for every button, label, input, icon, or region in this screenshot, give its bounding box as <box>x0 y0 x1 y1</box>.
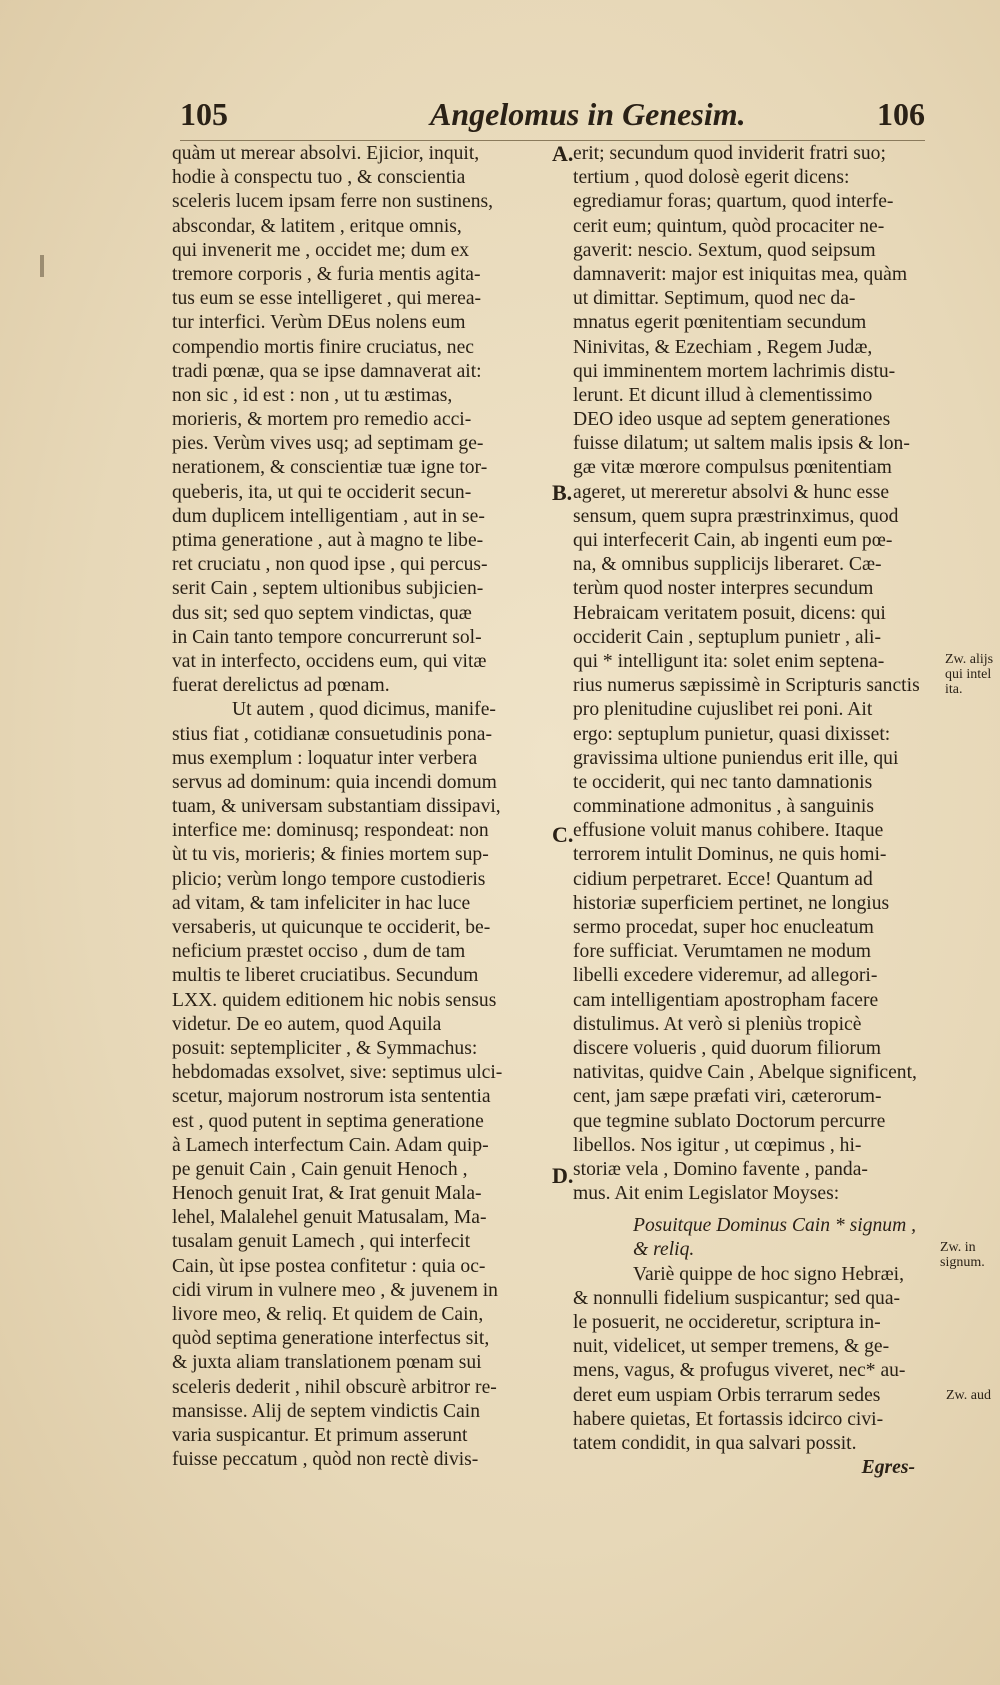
section-marker-b: B. <box>552 480 573 505</box>
text-line: nativitas, quidve Cain , Abelque significent, <box>573 1062 917 1084</box>
text-line: cidi virum in vulnere meo , & juvenem in <box>172 1279 498 1301</box>
text-line: Henoch genuit Irat, & Irat genuit Mala- <box>172 1183 482 1205</box>
text-line: cerit eum; quintum, quòd procaciter ne- <box>573 215 885 237</box>
text-line: fuisse peccatum , quòd non rectè divis- <box>172 1449 479 1471</box>
text-line: effusione voluit manus cohibere. Itaque <box>573 820 884 842</box>
quote-line: Posuitque Dominus Cain * signum , <box>633 1215 917 1237</box>
text-line: servus ad dominum: quia incendi domum <box>172 771 497 793</box>
text-line: LXX. quidem editionem hic nobis sensus <box>172 989 497 1011</box>
text-line: historiæ superficiem pertinet, ne longius <box>573 892 890 914</box>
text-line: pe genuit Cain , Cain genuit Henoch , <box>172 1158 468 1180</box>
text-line: mens, vagus, & profugus viveret, nec* au- <box>573 1360 906 1382</box>
text-line: tatem condidit, in qua salvari possit. <box>573 1432 857 1454</box>
text-line: libellos. Nos igitur , ut cœpimus , hi- <box>573 1134 862 1156</box>
text-line: gæ vitæ mœrore compulsus pœnitentiam <box>573 457 892 479</box>
text-line: ad vitam, & tam infeliciter in hac luce <box>172 892 471 914</box>
text-line: Ninivitas, & Ezechiam , Regem Judæ, <box>573 336 873 358</box>
text-line: Ut autem , quod dicimus, manife- <box>232 699 496 721</box>
text-line: tertium , quod dolosè egerit dicens: <box>573 167 850 189</box>
text-line: neficium præstet occiso , dum de tam <box>172 941 466 963</box>
text-line: varia suspicantur. Et primum asserunt <box>172 1424 468 1446</box>
text-line: tremore corporis , & furia mentis agita- <box>172 263 481 285</box>
text-line: cent, jam sæpe præfati viri, cæterorum- <box>573 1086 882 1108</box>
text-line: multis te liberet cruciatibus. Secundum <box>172 965 479 987</box>
text-line: libelli excedere videremur, ad allegori- <box>573 965 878 987</box>
text-line: quàm ut merear absolvi. Ejicior, inquit, <box>172 143 480 164</box>
text-line: stius fiat , cotidianæ consuetudinis pona- <box>172 723 492 745</box>
text-line: mus exemplum : loquatur inter verbera <box>172 747 478 769</box>
text-line: sermo procedat, super hoc enucleatum <box>573 917 874 938</box>
text-line: serit Cain , septem ultionibus subjicien- <box>172 578 484 600</box>
text-line: scetur, majorum nostrorum ista sententia <box>172 1086 491 1108</box>
text-line: tuam, & universam substantiam dissipavi, <box>172 796 501 818</box>
text-line: comminatione admonitus , à sanguinis <box>573 796 874 818</box>
margin-note-2: Zw. in signum. <box>940 1240 985 1270</box>
text-line: damnaverit: major est iniquitas mea, quàm <box>573 263 908 285</box>
text-line: DEO ideo usque ad septem generationes <box>573 409 891 431</box>
text-line: tradi pœnæ, qua se ipse damnaverat ait: <box>172 360 482 382</box>
page-header <box>180 96 925 136</box>
text-line: plicio; verùm longo tempore custodieris <box>172 868 486 890</box>
text-line: sensum, quem supra præstrinximus, quod <box>573 505 899 527</box>
text-line: pies. Verùm vives usq; ad septimam ge- <box>172 433 484 455</box>
text-line: gravissima ultione puniendus erit ille, qui <box>573 747 899 769</box>
text-line: ptima generatione , aut à magno te libe- <box>172 530 484 551</box>
text-line: na, & omnibus supplicijs liberaret. Cæ- <box>573 554 882 576</box>
text-line: tus eum se esse intelligeret , qui merea- <box>172 288 482 310</box>
text-line: tusalam genuit Lamech , qui interfecit <box>172 1231 471 1253</box>
text-line: Variè quippe de hoc signo Hebræi, <box>633 1263 904 1285</box>
text-line: occiderit Cain , septuplum punietr , ali- <box>573 626 881 648</box>
text-line: te occiderit, qui nec tanto damnationis <box>573 771 873 793</box>
text-line: cam intelligentiam apostropham facere <box>573 989 879 1011</box>
text-line: versaberis, ut quicunque te occiderit, be- <box>172 917 491 938</box>
text-line: tur interfici. Verùm DEus nolens eum <box>172 312 466 334</box>
text-line: à Lamech interfectum Cain. Adam quip- <box>172 1134 489 1156</box>
margin-mark <box>40 255 44 277</box>
text-line: pro plenitudine cujuslibet rei poni. Ait <box>573 699 873 721</box>
section-marker-c: C. <box>552 822 574 847</box>
text-line: fuerat derelictus ad pœnam. <box>172 675 390 697</box>
running-title: Angelomus in Genesim. <box>430 96 746 132</box>
text-line: cidium perpetraret. Ecce! Quantum ad <box>573 868 873 890</box>
text-line: gaverit: nescio. Sextum, quod seipsum <box>573 239 876 261</box>
section-marker-d: D. <box>552 1163 574 1188</box>
text-line: queberis, ita, ut qui te occiderit secun- <box>172 481 472 503</box>
text-line: ageret, ut mereretur absolvi & hunc esse <box>573 481 890 503</box>
text-line: qui imminentem mortem lachrimis distu- <box>573 360 896 382</box>
text-line: hodie à conspectu tuo , & conscientia <box>172 167 466 189</box>
text-line: fore sufficiat. Verumtamen ne modum <box>573 941 872 963</box>
text-line: & nonnulli fidelium suspicantur; sed qua- <box>573 1287 901 1309</box>
text-line: & juxta aliam translationem pœnam sui <box>172 1352 482 1374</box>
text-line: qui interfecerit Cain, ab ingenti eum pœ- <box>573 530 893 551</box>
text-line: le posuerit, ne occideretur, scriptura in- <box>573 1312 881 1333</box>
quote-line: & reliq. <box>633 1239 695 1261</box>
catchword: Egres- <box>861 1457 915 1479</box>
text-line: Hebraicam veritatem posuit, dicens: qui <box>573 602 886 624</box>
text-line: hebdomadas exsolvet, sive: septimus ulci- <box>172 1062 503 1084</box>
text-line: qui * intelligunt ita: solet enim septena- <box>573 650 885 672</box>
text-line: storiæ vela , Domino favente , panda- <box>573 1158 868 1180</box>
text-line: terùm quod noster interpres secundum <box>573 578 874 600</box>
text-line: quòd septima generatione interfectus sit, <box>172 1328 490 1350</box>
text-line: deret eum uspiam Orbis terrarum sedes <box>573 1384 881 1406</box>
text-line: qui invenerit me , occidet me; dum ex <box>172 239 470 261</box>
text-line: ret cruciatu , non quod ipse , qui percus- <box>172 554 488 576</box>
text-line: ut dimittar. Septimum, quod nec da- <box>573 288 856 310</box>
margin-note-1: Zw. alijs qui intel ita. <box>945 652 994 697</box>
text-line: distulimus. At verò si pleniùs tropicè <box>573 1013 862 1035</box>
text-line: discere volueris , quid duorum filiorum <box>573 1037 881 1059</box>
text-line: mansisse. Alij de septem vindictis Cain <box>172 1400 481 1422</box>
text-line: que tegmine sublato Doctorum percurre <box>573 1110 886 1132</box>
text-line: in Cain tanto tempore concurrerunt sol- <box>172 626 482 648</box>
text-line: sceleris lucem ipsam ferre non sustinens, <box>172 191 494 213</box>
text-line: abscondar, & latitem , eritque omnis, <box>172 215 462 237</box>
scripture-quote <box>573 1214 945 1262</box>
text-line: mnatus egerit pœnitentiam secundum <box>573 312 867 334</box>
text-line: mus. Ait enim Legislator Moyses: <box>573 1183 840 1205</box>
text-line: livore meo, & reliq. Et quidem de Cain, <box>172 1304 484 1325</box>
page-number-right: 106 <box>877 96 925 132</box>
text-line: morieris, & mortem pro remedio acci- <box>172 409 472 431</box>
right-column <box>573 142 945 1480</box>
text-line: non sic , id est : non , ut tu æstimas, <box>172 384 453 406</box>
text-line: nuit, videlicet, ut semper tremens, & ge- <box>573 1336 890 1358</box>
text-line: dus sit; sed quo septem vindictas, quæ <box>172 602 472 624</box>
text-line: habere quietas, Et fortassis idcirco civi- <box>573 1408 884 1430</box>
text-line: lehel, Malalehel genuit Matusalam, Ma- <box>172 1207 487 1229</box>
text-line: egrediamur foras; quartum, quod interfe- <box>573 191 894 213</box>
left-column <box>172 142 567 1472</box>
section-marker-a: A. <box>552 141 574 166</box>
text-line: rius numerus sæpissimè in Scripturis sanctis <box>573 675 920 697</box>
text-line: fuisse dilatum; ut saltem malis ipsis & lon- <box>573 433 910 455</box>
text-line: dum duplicem intelligentiam , aut in se- <box>172 505 485 527</box>
text-line: est , quod putent in septima generatione <box>172 1110 484 1132</box>
text-line: ùt tu vis, morieris; & finies mortem sup- <box>172 844 489 866</box>
margin-note-3: Zw. aud <box>946 1388 991 1403</box>
text-line: interfice me: dominusq; respondeat: non <box>172 820 489 842</box>
text-line: vat in interfecto, occidens eum, qui vitæ <box>172 650 487 672</box>
text-line: nerationem, & conscientiæ tuæ igne tor- <box>172 457 488 479</box>
text-line: videtur. De eo autem, quod Aquila <box>172 1013 442 1035</box>
text-line: Cain, ùt ipse postea confitetur : quia oc- <box>172 1255 486 1277</box>
text-line: erit; secundum quod inviderit fratri suo; <box>573 143 886 164</box>
text-line: sceleris dederit , nihil obscurè arbitror re- <box>172 1376 497 1398</box>
page-number-left: 105 <box>180 96 228 132</box>
text-line: compendio mortis finire cruciatus, nec <box>172 336 474 358</box>
text-line: posuit: septempliciter , & Symmachus: <box>172 1037 478 1059</box>
text-line: terrorem intulit Dominus, ne quis homi- <box>573 844 887 866</box>
text-line: lerunt. Et dicunt illud à clementissimo <box>573 384 873 406</box>
text-line: ergo: septuplum punietur, quasi dixisset: <box>573 723 891 745</box>
